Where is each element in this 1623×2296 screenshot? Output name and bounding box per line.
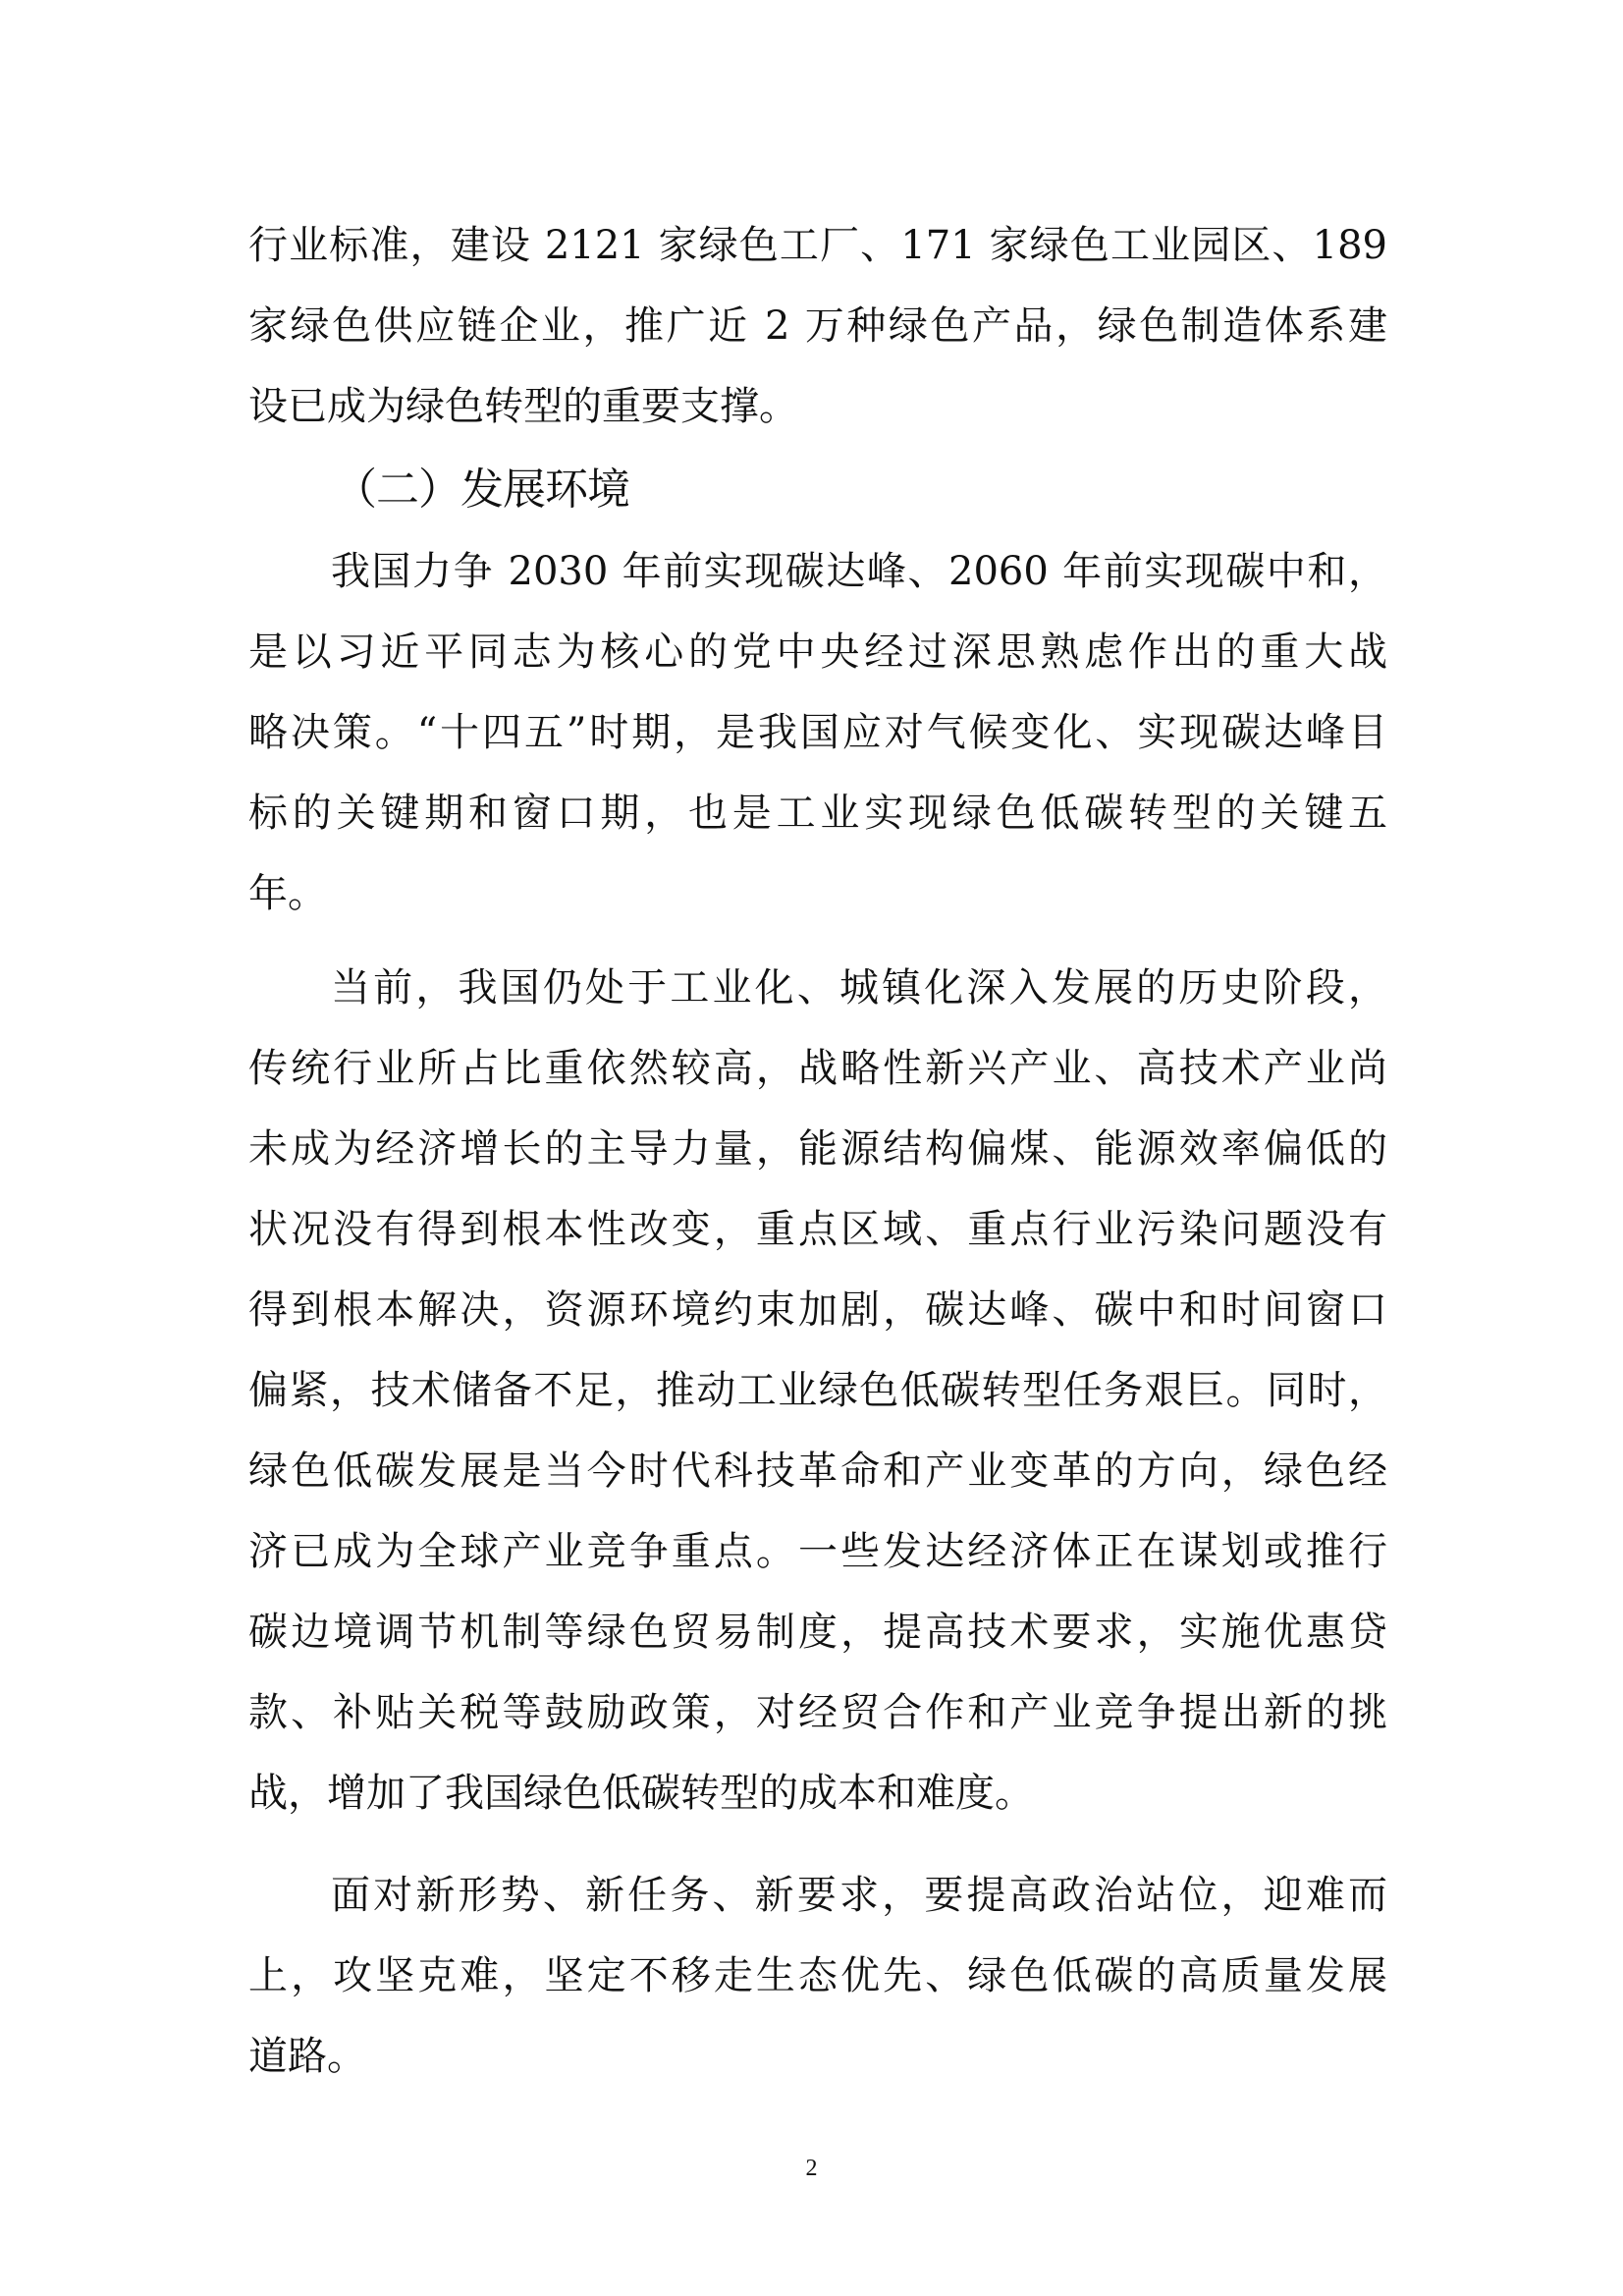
text-line: 上，攻坚克难，坚定不移走生态优先、绿色低碳的高质量发展 bbox=[248, 1953, 1387, 1998]
text-line: 我国力争 2030 年前实现碳达峰、2060 年前实现碳中和， bbox=[331, 549, 1387, 594]
text-line: 略决策。“十四五”时期，是我国应对气候变化、实现碳达峰目 bbox=[248, 710, 1387, 755]
text-line: 标的关键期和窗口期，也是工业实现绿色低碳转型的关键五 bbox=[248, 791, 1387, 836]
text-line: 当前，我国仍处于工业化、城镇化深入发展的历史阶段， bbox=[331, 965, 1387, 1011]
section-heading: （二）发展环境 bbox=[334, 465, 629, 515]
text-line: 状况没有得到根本性改变，重点区域、重点行业污染问题没有 bbox=[248, 1207, 1387, 1252]
text-line: 未成为经济增长的主导力量，能源结构偏煤、能源效率偏低的 bbox=[248, 1126, 1387, 1172]
text-line: 行业标准，建设 2121 家绿色工厂、171 家绿色工业园区、189 bbox=[248, 223, 1387, 268]
text-line: 偏紧，技术储备不足，推动工业绿色低碳转型任务艰巨。同时， bbox=[248, 1368, 1387, 1413]
page-number: 2 bbox=[805, 2156, 818, 2181]
text-line: 设已成为绿色转型的重要支撑。 bbox=[248, 384, 798, 429]
text-line: 碳边境调节机制等绿色贸易制度，提高技术要求，实施优惠贷 bbox=[248, 1610, 1387, 1655]
text-line: 年。 bbox=[248, 871, 327, 916]
text-line: 绿色低碳发展是当今时代科技革命和产业变革的方向，绿色经 bbox=[248, 1449, 1387, 1494]
text-line: 道路。 bbox=[248, 2034, 366, 2079]
text-line: 战，增加了我国绿色低碳转型的成本和难度。 bbox=[248, 1771, 1034, 1816]
text-line: 传统行业所占比重依然较高，战略性新兴产业、高技术产业尚 bbox=[248, 1046, 1387, 1091]
text-line: 是以习近平同志为核心的党中央经过深思熟虑作出的重大战 bbox=[248, 629, 1387, 675]
text-line: 济已成为全球产业竞争重点。一些发达经济体正在谋划或推行 bbox=[248, 1529, 1387, 1574]
text-line: 得到根本解决，资源环境约束加剧，碳达峰、碳中和时间窗口 bbox=[248, 1287, 1387, 1333]
text-line: 家绿色供应链企业，推广近 2 万种绿色产品，绿色制造体系建 bbox=[248, 303, 1387, 349]
text-line: 面对新形势、新任务、新要求，要提高政治站位，迎难而 bbox=[331, 1873, 1387, 1918]
text-line: 款、补贴关税等鼓励政策，对经贸合作和产业竞争提出新的挑 bbox=[248, 1690, 1387, 1735]
